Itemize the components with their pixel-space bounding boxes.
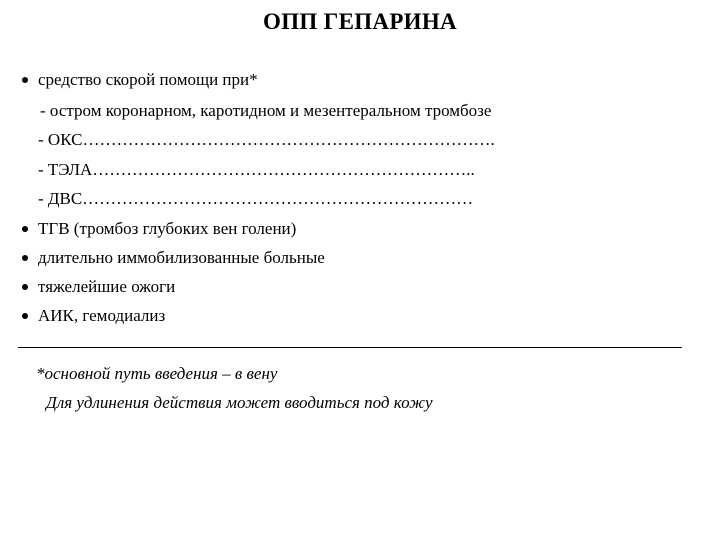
bullet-dot	[22, 226, 28, 232]
footnote-route: *основной путь введения – в вену	[36, 364, 278, 383]
list-item-burns: тяжелейшие ожоги	[38, 277, 176, 296]
slide-title: ОПП ГЕПАРИНА	[263, 9, 457, 34]
list-item-tgv: ТГВ (тромбоз глубоких вен голени)	[38, 219, 297, 238]
divider-line	[18, 347, 682, 348]
sub-item-oks: - ОКС……………………………………………………………….	[38, 130, 495, 149]
bullet-dot	[22, 284, 28, 290]
bullet-dot	[22, 313, 28, 319]
sub-item-tela: - ТЭЛА…………………………………………………………..	[38, 160, 475, 179]
footnote-subcutaneous: Для удлинения действия может вводиться под кожу	[46, 393, 433, 412]
sub-item-dvs: - ДВС……………………………………………………………	[38, 189, 474, 208]
bullet-dot	[22, 77, 28, 83]
sub-item-thrombosis: - остром коронарном, каротидном и мезентеральном тромбозе	[40, 101, 492, 120]
list-item-aik: АИК, гемодиализ	[38, 306, 166, 325]
bullet-dot	[22, 255, 28, 261]
list-item-immobilized: длительно иммобилизованные больные	[38, 248, 325, 267]
list-item-emergency: средство скорой помощи при*	[38, 70, 258, 89]
